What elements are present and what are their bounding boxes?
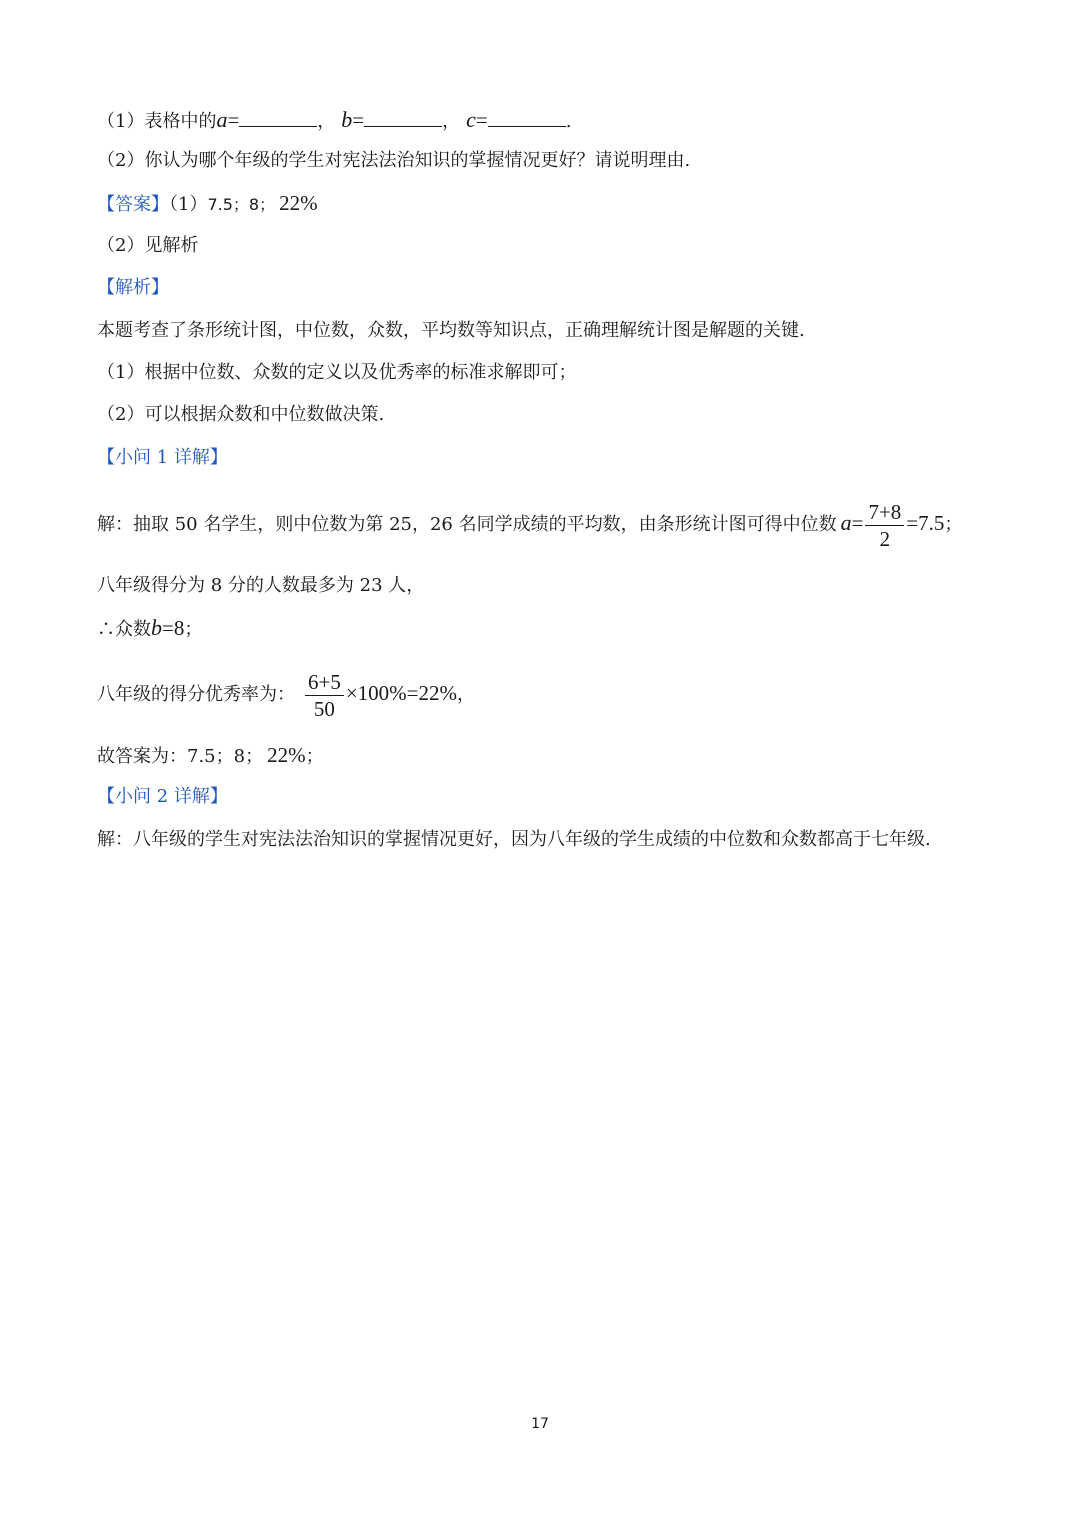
fraction-numerator: 7+8	[865, 499, 904, 526]
detail-1-line-1-text: 解：抽取 50 名学生，则中位数为第 25，26 名同学成绩的平均数，由条形统计图可得中位数	[97, 514, 837, 535]
equals-sign: =	[352, 108, 365, 132]
page-number: 17	[531, 1416, 549, 1432]
equals-sign: =	[475, 108, 488, 132]
answer-part1-values: 7.5；8；	[207, 195, 276, 214]
line-end: ；	[305, 746, 324, 767]
line-end: ，	[457, 684, 476, 705]
var-a: a	[216, 107, 228, 132]
question-1-prefix: （1）表格中的	[97, 111, 217, 132]
var-b: b	[341, 107, 353, 132]
var-b: b	[151, 615, 162, 640]
detail-1-line-5	[97, 743, 324, 769]
detail-1-line-3	[97, 616, 202, 642]
question-2: （2）你认为哪个年级的学生对宪法法治知识的掌握情况更好？请说明理由.	[97, 150, 691, 171]
analysis-point-1: （1）根据中位数、众数的定义以及优秀率的标准求解即可；	[97, 362, 577, 383]
analysis-point-2: （2）可以根据众数和中位数做决策.	[97, 404, 385, 425]
blank-a	[239, 106, 317, 127]
detail-1-line-2: 八年级得分为 8 分的人数最多为 23 人，	[97, 575, 425, 596]
var-c: c	[466, 107, 476, 132]
fraction-rate	[305, 669, 344, 722]
analysis-intro: 本题考查了条形统计图，中位数，众数，平均数等知识点，正确理解统计图是解题的关键.	[97, 320, 805, 341]
answer-tag: 【答案】	[97, 194, 169, 215]
detail-2-tag: 【小问 2 详解】	[97, 786, 228, 807]
median-result: =7.5	[906, 511, 945, 535]
answer-line	[97, 191, 318, 217]
question-1-end: .	[565, 111, 572, 132]
blank-c	[488, 106, 566, 127]
final-percent: 22%	[267, 743, 306, 767]
detail-1-tag: 【小问 1 详解】	[97, 447, 228, 468]
mode-result: =8	[162, 616, 185, 640]
question-1	[97, 106, 571, 134]
detail-1-line-5-text: 故答案为：7.5；8；	[97, 746, 264, 767]
answer-part1-prefix: （1）	[169, 194, 208, 215]
separator: ，	[442, 111, 461, 132]
therefore-mode: ∴众数	[97, 619, 151, 640]
answer-part1-percent: 22%	[279, 191, 318, 215]
separator: ，	[317, 111, 336, 132]
fraction-denominator: 50	[313, 696, 335, 721]
detail-1-line-4	[97, 666, 475, 720]
detail-1-line-1	[97, 496, 962, 550]
line-end: ；	[184, 619, 203, 640]
equals-sign: =	[851, 511, 864, 535]
var-a: a	[840, 510, 852, 535]
answer-part2: （2）见解析	[97, 235, 199, 256]
fraction-denominator: 2	[879, 526, 891, 551]
analysis-tag: 【解析】	[97, 277, 169, 298]
line-end: ；	[944, 514, 963, 535]
rate-result: ×100%=22%	[345, 681, 458, 705]
detail-1-line-4-text: 八年级的得分优秀率为：	[97, 684, 295, 705]
blank-b	[364, 106, 442, 127]
equals-sign: =	[227, 108, 240, 132]
fraction-numerator: 6+5	[305, 669, 344, 696]
detail-2-line-1: 解：八年级的学生对宪法法治知识的掌握情况更好，因为八年级的学生成绩的中位数和众数都高于七年级.	[97, 829, 931, 850]
fraction-median	[865, 499, 904, 552]
